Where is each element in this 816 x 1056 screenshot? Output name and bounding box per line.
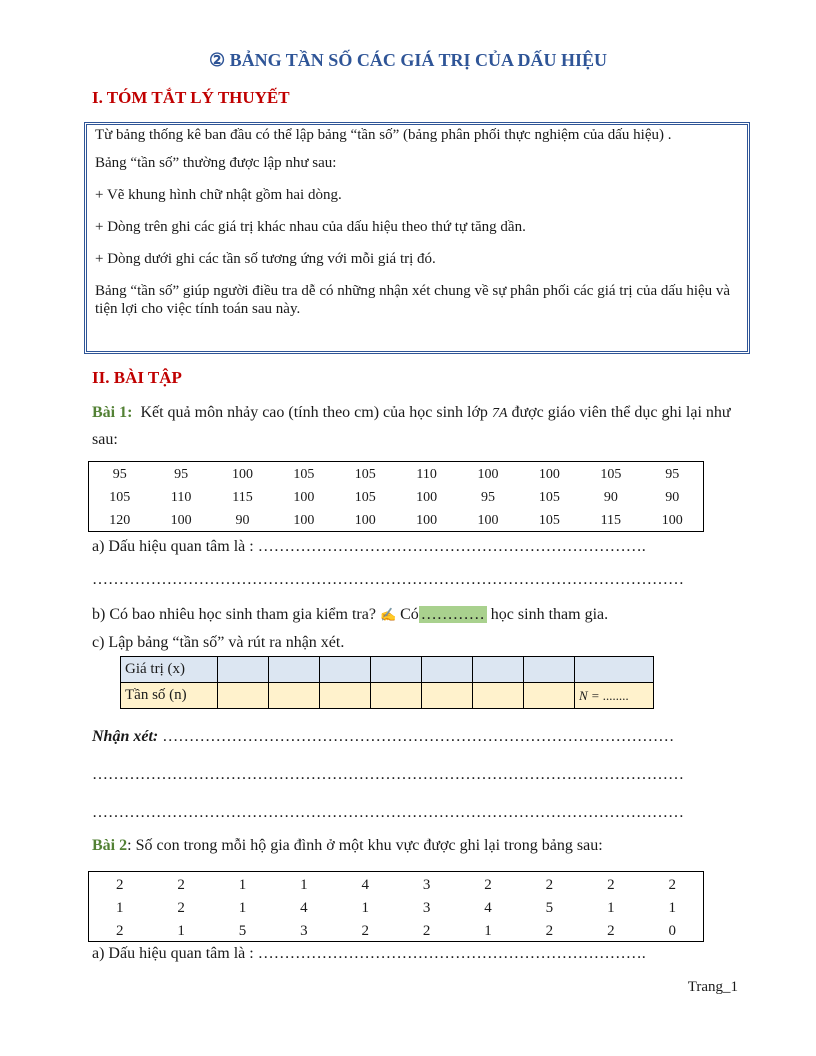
table-cell: 100 bbox=[416, 512, 438, 528]
table-cell: 5 bbox=[238, 923, 247, 939]
table-cell: 2 bbox=[361, 923, 369, 939]
page-number: Trang_1 bbox=[687, 979, 738, 995]
table-cell: 4 bbox=[361, 877, 369, 893]
table-cell: 115 bbox=[600, 512, 622, 528]
table-cell: 95 bbox=[174, 466, 189, 482]
table-row bbox=[89, 920, 703, 943]
bai2-label: Bài 2 bbox=[92, 837, 128, 854]
bai1-question-c: c) Lập bảng “tần số” và rút ra nhận xét. bbox=[92, 634, 345, 651]
table-cell: 100 bbox=[661, 512, 683, 528]
table-cell: 100 bbox=[477, 466, 499, 482]
theory-paragraph-3: + Vẽ khung hình chữ nhật gồm hai dòng. bbox=[95, 187, 342, 203]
table-cell: 2 bbox=[177, 900, 185, 916]
table-cell: 90 bbox=[665, 489, 680, 505]
theory-box bbox=[86, 124, 748, 352]
theory-paragraph-5: + Dòng dưới ghi các tần số tương ứng với mỗi giá trị đó. bbox=[95, 251, 436, 267]
theory-heading: I. TÓM TẮT LÝ THUYẾT bbox=[92, 88, 290, 107]
bai1-question-a: a) Dấu hiệu quan tâm là : ………………………………………………………………. bbox=[92, 538, 646, 555]
table-cell: 100 bbox=[538, 466, 560, 482]
freq-value-cell[interactable] bbox=[422, 657, 473, 683]
bai1-question-b bbox=[92, 602, 608, 628]
freq-value-cell[interactable] bbox=[524, 657, 575, 683]
bai1-data-table bbox=[88, 461, 704, 532]
table-cell: 115 bbox=[232, 489, 253, 505]
table-cell: 1 bbox=[361, 900, 369, 916]
table-cell: 100 bbox=[416, 489, 438, 505]
table-cell: 1 bbox=[177, 923, 185, 939]
bai1-remark-line-3: ………………………………………………………………………………………………… bbox=[92, 804, 684, 821]
freq-count-cell[interactable] bbox=[473, 683, 524, 709]
theory-paragraph-4: + Dòng trên ghi các giá trị khác nhau của dấu hiệu theo thứ tự tăng dần. bbox=[95, 219, 526, 235]
freq-value-cell[interactable] bbox=[269, 657, 320, 683]
table-cell: 1 bbox=[238, 900, 247, 916]
bai1-statement bbox=[92, 400, 752, 453]
bai2-question-a: a) Dấu hiệu quan tâm là : ………………………………………………………………. bbox=[92, 945, 646, 962]
bai2-statement bbox=[92, 833, 603, 859]
table-cell: 4 bbox=[300, 900, 308, 916]
table-cell: 3 bbox=[422, 900, 431, 916]
table-cell: 120 bbox=[109, 512, 131, 528]
table-cell: 95 bbox=[112, 466, 127, 482]
bai1-answer-blank[interactable]: ………… bbox=[420, 606, 485, 623]
table-cell: 2 bbox=[422, 923, 431, 939]
freq-count-cell[interactable] bbox=[371, 683, 422, 709]
theory-paragraph-6: Bảng “tần số” giúp người điều tra dễ có những nhận xét chung về sự phân phối các giá trị của dấu hiệu và tiện lợi cho việc tính toán sau này. bbox=[95, 283, 731, 317]
theory-paragraph-1: Từ bảng thống kê ban đầu có thể lập bảng “tần số” (bảng phân phối thực nghiệm của dấu hiệu) . bbox=[95, 127, 672, 143]
bai1-class: 7A bbox=[491, 406, 508, 421]
freq-value-cell[interactable] bbox=[371, 657, 422, 683]
table-cell: 105 bbox=[354, 466, 376, 482]
bai1-label: Bài 1: bbox=[92, 404, 133, 421]
freq-value-label: Giá trị (x) bbox=[121, 657, 218, 683]
freq-total: N = ........ bbox=[575, 683, 654, 709]
table-cell: 2 bbox=[607, 877, 615, 893]
table-cell: 100 bbox=[354, 512, 376, 528]
table-cell: 95 bbox=[481, 489, 496, 505]
page-title: ② BẢNG TẦN SỐ CÁC GIÁ TRỊ CỦA DẤU HIỆU bbox=[208, 50, 608, 70]
table-row bbox=[89, 486, 703, 509]
freq-count-cell[interactable] bbox=[269, 683, 320, 709]
bai2-text: : Số con trong mỗi hộ gia đình ở một khu vực được ghi lại trong bảng sau: bbox=[127, 837, 603, 854]
table-cell: 105 bbox=[538, 512, 560, 528]
table-cell: 2 bbox=[668, 877, 676, 893]
table-cell: 0 bbox=[668, 923, 676, 939]
table-cell: 2 bbox=[484, 877, 492, 893]
table-cell: 110 bbox=[416, 466, 437, 482]
table-cell: 100 bbox=[477, 512, 499, 528]
table-cell: 1 bbox=[238, 877, 247, 893]
table-cell: 100 bbox=[170, 512, 192, 528]
freq-count-cell[interactable] bbox=[218, 683, 269, 709]
table-cell: 90 bbox=[235, 512, 250, 528]
bai1-question-a-line: ………………………………………………………………………………………………… bbox=[92, 571, 684, 588]
table-cell: 100 bbox=[293, 489, 315, 505]
writing-hand-icon: ✍ bbox=[379, 607, 397, 622]
table-cell: 100 bbox=[231, 466, 253, 482]
freq-value-cell[interactable] bbox=[473, 657, 524, 683]
table-cell: 1 bbox=[300, 877, 308, 893]
table-cell: 100 bbox=[293, 512, 315, 528]
table-cell: 90 bbox=[603, 489, 618, 505]
table-row bbox=[89, 509, 703, 532]
table-cell: 2 bbox=[177, 877, 185, 893]
freq-count-cell[interactable] bbox=[524, 683, 575, 709]
bai1-question-b-after: học sinh tham gia. bbox=[490, 606, 609, 623]
freq-value-cell[interactable] bbox=[218, 657, 269, 683]
freq-count-cell[interactable] bbox=[422, 683, 473, 709]
bai1-question-b-co: Có bbox=[400, 606, 419, 623]
table-cell: 3 bbox=[422, 877, 431, 893]
table-row bbox=[89, 897, 703, 920]
table-cell: 95 bbox=[665, 466, 680, 482]
freq-value-cell[interactable] bbox=[575, 657, 654, 683]
bai1-remark-line-1: …………………………………………………………………………………… bbox=[162, 728, 675, 745]
table-cell: 105 bbox=[600, 466, 622, 482]
freq-value-cell[interactable] bbox=[320, 657, 371, 683]
table-cell: 110 bbox=[170, 489, 192, 505]
table-cell: 105 bbox=[538, 489, 560, 505]
bai1-text-before: Kết quả môn nhảy cao (tính theo cm) của học sinh lớp bbox=[140, 404, 488, 421]
table-cell: 1 bbox=[115, 900, 124, 916]
table-cell: 1 bbox=[484, 923, 492, 939]
table-cell: 1 bbox=[668, 900, 676, 916]
table-cell: 2 bbox=[545, 877, 554, 893]
theory-paragraph-2: Bảng “tần số” thường được lập như sau: bbox=[95, 155, 337, 171]
exercises-heading: II. BÀI TẬP bbox=[92, 368, 182, 387]
table-cell: 2 bbox=[115, 877, 124, 893]
table-cell: 5 bbox=[545, 900, 554, 916]
table-cell: 105 bbox=[293, 466, 315, 482]
freq-count-label: Tần số (n) bbox=[121, 683, 218, 709]
bai2-data-table bbox=[88, 871, 704, 942]
table-cell: 105 bbox=[109, 489, 131, 505]
table-cell: 1 bbox=[607, 900, 615, 916]
table-cell: 105 bbox=[354, 489, 376, 505]
bai1-frequency-table bbox=[120, 656, 654, 709]
table-cell: 3 bbox=[300, 923, 308, 939]
bai1-remark-label: Nhận xét: bbox=[92, 728, 159, 745]
bai1-text-after: được giáo viên thể dục ghi lại như sau: bbox=[92, 404, 731, 448]
table-row bbox=[89, 463, 703, 486]
bai1-remark-line-2: ………………………………………………………………………………………………… bbox=[92, 766, 684, 783]
table-cell: 2 bbox=[545, 923, 554, 939]
table-row bbox=[89, 874, 703, 897]
freq-count-cell[interactable] bbox=[320, 683, 371, 709]
table-cell: 2 bbox=[607, 923, 615, 939]
table-cell: 2 bbox=[115, 923, 124, 939]
table-cell: 4 bbox=[484, 900, 492, 916]
bai1-remark bbox=[92, 724, 674, 750]
bai1-question-b-text: b) Có bao nhiêu học sinh tham gia kiểm tra? bbox=[92, 606, 376, 623]
